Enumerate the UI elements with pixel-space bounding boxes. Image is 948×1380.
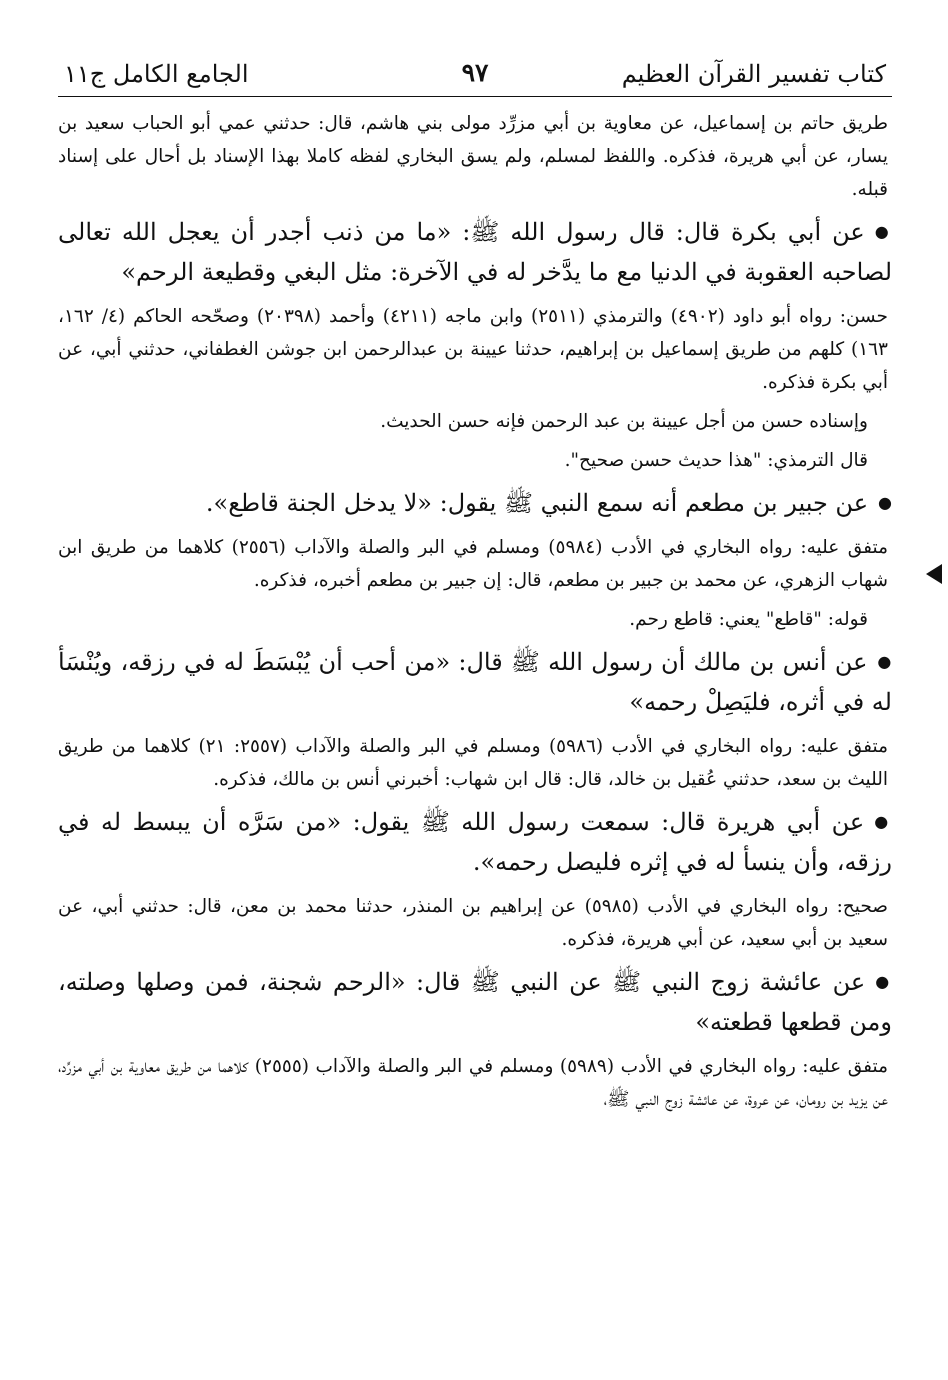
bullet-icon: ● — [877, 652, 892, 671]
bullet-icon: ● — [874, 222, 893, 241]
takhrij-note: قوله: "قاطع" يعني: قاطع رحم. — [629, 609, 868, 630]
document-page — [58, 52, 892, 1122]
takhrij-note: طريق حاتم بن إسماعيل، عن معاوية بن أبي مزرِّد مولى بني هاشم، قال: حدثني عمي أبو الحباب سعيد بن يسار، عن أبي هريرة، فذكره. واللفظ لمسلم، ولم يسق البخاري لفظه كاملا بهذا الإسناد بل أحال على إسناد قبله. — [58, 113, 888, 200]
bullet-icon: ● — [875, 972, 892, 991]
takhrij-note: حسن: رواه أبو داود (٤٩٠٢) والترمذي (٢٥١١) وابن ماجه (٤٢١١) وأحمد (٢٠٣٩٨) وصحّحه الحاكم (٤/ ١٦٢، ١٦٣) كلهم من طريق إسماعيل بن إبراهيم، حدثنا عيينة بن عبدالرحمن ابن جوشن الغطفاني، حدثني أبي، عن أبي بكرة فذكره. — [58, 306, 888, 393]
volume-label: الجامع الكامل ج١١ — [64, 60, 249, 88]
book-title: كتاب تفسير القرآن العظيم — [621, 60, 886, 88]
margin-arrow-icon — [926, 564, 942, 584]
page-number: ٩٧ — [461, 58, 489, 87]
hadith-paragraph — [58, 642, 892, 722]
takhrij-note: متفق عليه: رواه البخاري في الأدب (٥٩٨٦) ومسلم في البر والصلة والآداب (٢٥٥٧: ٢١) كلاهما من طريق الليث بن سعد، حدثني عُقيل بن خالد، قال: قال ابن شهاب: أخبرني أنس بن مالك، فذكره. — [58, 736, 888, 790]
hadith-text: عن جبير بن مطعم أنه سمع النبي ﷺ يقول: «لا يدخل الجنة قاطع». — [205, 489, 869, 517]
page-header — [58, 52, 892, 97]
hadith-paragraph — [58, 802, 892, 882]
takhrij-note: متفق عليه: رواه البخاري في الأدب (٥٩٨٩) ومسلم في البر والصلة والآداب (٢٥٥٥) كلاهما من طريق معاوية بن أبي مزرِّد، عن يزيد بن رومان، عن عروة، عن عائشة زوج النبي ﷺ، — [58, 1056, 888, 1110]
takhrij-note: صحيح: رواه البخاري في الأدب (٥٩٨٥) عن إبراهيم بن المنذر، حدثنا محمد بن معن، قال: حدثني أبي، عن سعيد بن أبي سعيد، عن أبي هريرة، فذكره. — [58, 896, 888, 950]
takhrij-note: وإسناده حسن من أجل عيينة بن عبد الرحمن فإنه حسن الحديث. — [380, 411, 868, 432]
hadith-text: عن أبي بكرة قال: قال رسول الله ﷺ: «ما من ذنب أجدر أن يعجل الله تعالى لصاحبه العقوبة في الدنيا مع ما يدَّخر له في الآخرة: مثل البغي وقطيعة الرحم» — [58, 218, 892, 286]
page-body — [58, 107, 892, 1116]
takhrij-note: قال الترمذي: "هذا حديث حسن صحيح". — [564, 450, 868, 471]
takhrij-note: متفق عليه: رواه البخاري في الأدب (٥٩٨٤) ومسلم في البر والصلة والآداب (٢٥٥٦) كلاهما من طريق ابن شهاب الزهري، عن محمد بن جبير بن مطعم، قال: إن جبير بن مطعم أخبره، فذكره. — [58, 537, 888, 591]
bullet-icon: ● — [878, 493, 892, 512]
hadith-text: عن أنس بن مالك أن رسول الله ﷺ قال: «من أحب أن يُبْسَطَ له في رزقه، ويُنْسَأ له في أثره، فليَصِلْ رحمه» — [58, 648, 892, 716]
hadith-text: عن أبي هريرة قال: سمعت رسول الله ﷺ يقول: «من سَرَّه أن يبسط له في رزقه، وأن ينسأ له في إثره فليصل رحمه». — [58, 808, 892, 876]
hadith-paragraph — [58, 483, 892, 523]
hadith-paragraph — [58, 212, 892, 292]
hadith-paragraph — [58, 962, 892, 1042]
hadith-text: عن عائشة زوج النبي ﷺ عن النبي ﷺ قال: «الرحم شجنة، فمن وصلها وصلته، ومن قطعها قطعته» — [58, 968, 892, 1036]
bullet-icon: ● — [874, 812, 893, 831]
